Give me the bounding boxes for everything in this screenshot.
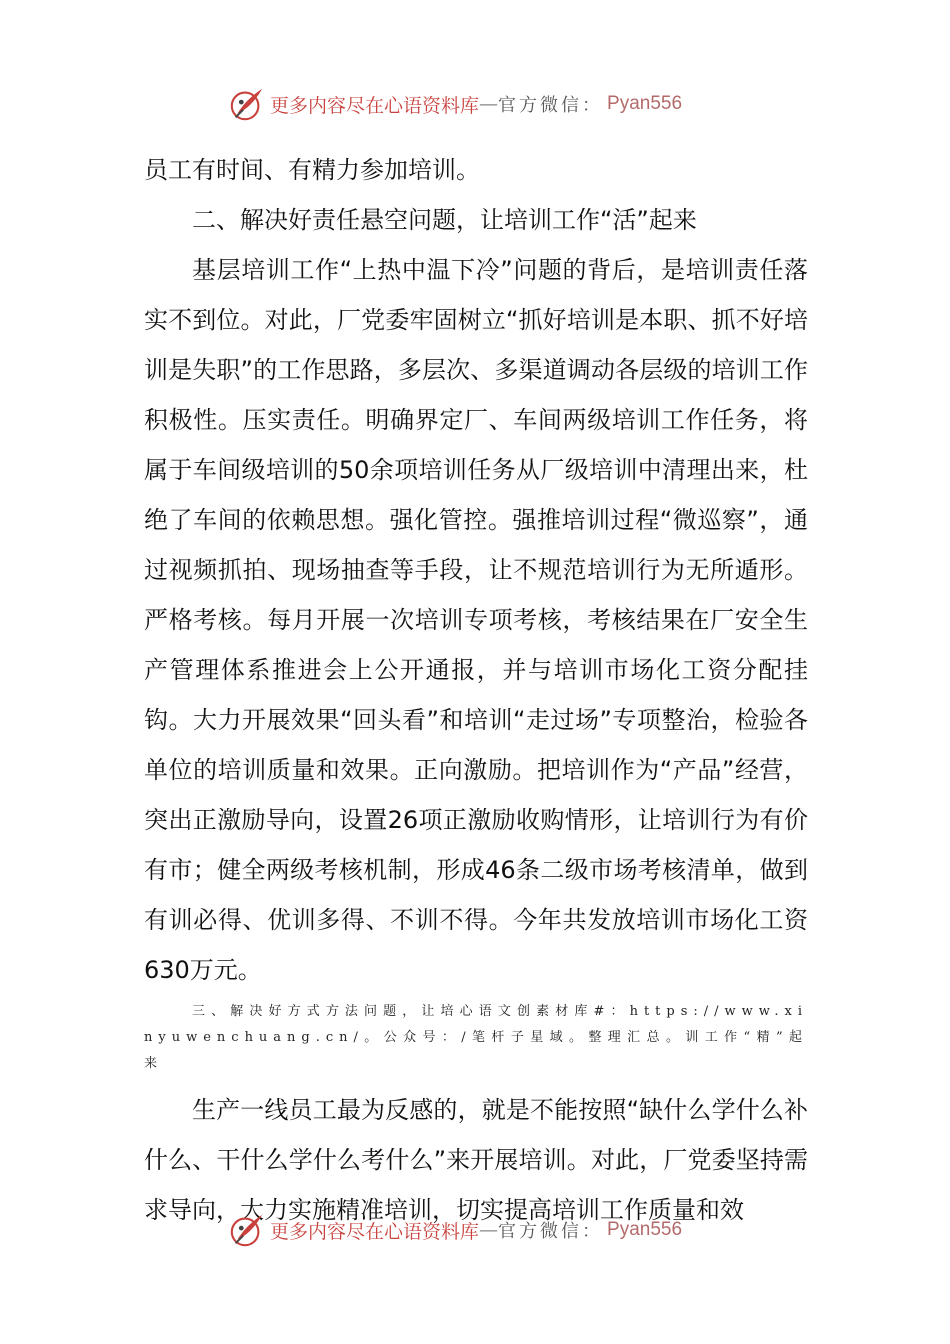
banner-wechat-label: 官方微信： — [498, 1221, 604, 1242]
section-heading-2: 二、解决好责任悬空问题，让培训工作“活”起来 — [192, 206, 697, 234]
quill-logo-icon — [228, 85, 266, 123]
paragraph-section-3: 生产一线员工最为反感的，就是不能按照“缺什么学什么补什么、干什么学什么考什么”来开展培训。对此，厂党委坚持需求导向，大力实施精准培训，切实提高培训工作质量和效 — [144, 1096, 808, 1224]
footer-banner — [228, 1210, 748, 1250]
banner-title: 更多内容尽在心语资料库 — [270, 94, 480, 117]
banner-title: 更多内容尽在心语资料库 — [270, 1220, 480, 1243]
section-heading-3: 三、解决好方式方法问题，让培心语文创素材库#：https://www.xinyuwenchuang.cn/。公众号：/笔杆子星域。整理汇总。训工作“精”起来 — [144, 1004, 808, 1071]
quill-logo-icon — [228, 1211, 266, 1249]
banner-wechat-label: 官方微信： — [498, 95, 604, 116]
paragraph-continuation: 员工有时间、有精力参加培训。 — [144, 156, 480, 184]
paragraph-section-2: 基层培训工作“上热中温下冷”问题的背后，是培训责任落实不到位。对此，厂党委牢固树立“抓好培训是本职、抓不好培训是失职”的工作思路，多层次、多渠道调动各层级的培训工作积极性。压实责任。明确界定厂、车间两级培训工作任务，将属于车间级培训的50余项培训任务从厂级培训中清理出来，杜绝了车间的依赖思想。强化管控。强推培训过程“微巡察”，通过视频抓拍、现场抽查等手段，让不规范培训行为无所遁形。严格考核。每月开展一次培训专项考核，考核结果在厂安全生产管理体系推进会上公开通报，并与培训市场化工资分配挂钩。大力开展效果“回头看”和培训“走过场”专项整治，检验各单位的培训质量和效果。正向激励。把培训作为“产品”经营，突出正激励导向，设置26项正激励收购情形，让培训行为有价有市；健全两级考核机制，形成46条二级市场考核清单，做到有训必得、优训多得、不训不得。今年共发放培训市场化工资630万元。 — [144, 256, 808, 984]
banner-dash: — — [479, 93, 499, 115]
document-body — [144, 145, 808, 1235]
banner-dash: — — [479, 1219, 499, 1241]
header-banner — [228, 84, 748, 124]
banner-wechat-id: Pyan556 — [607, 93, 683, 114]
banner-wechat-id: Pyan556 — [607, 1219, 683, 1240]
